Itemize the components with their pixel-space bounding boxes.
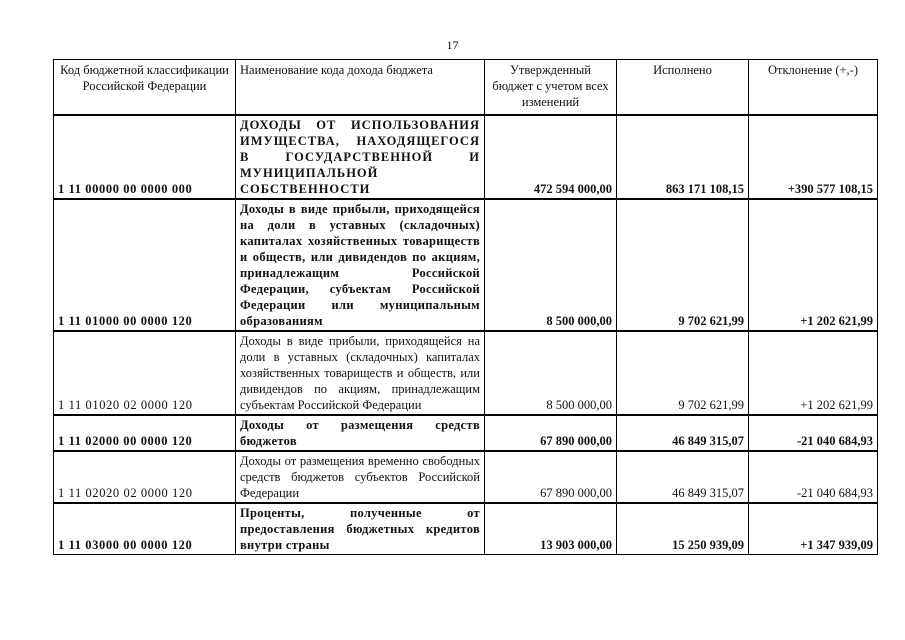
row-approved: 67 890 000,00 [485, 415, 617, 451]
header-code: Код бюджетной классификации Российской Федерации [54, 60, 236, 116]
row-name: Доходы в виде прибыли, приходящейся на доли в уставных (складочных) капиталах хозяйственных товариществ и обществ, или дивидендов по акциям, принадлежащим субъектам Российской Федерации [236, 331, 485, 415]
row-approved: 8 500 000,00 [485, 199, 617, 331]
row-deviation: +1 347 939,09 [749, 503, 878, 555]
row-executed: 9 702 621,99 [617, 199, 749, 331]
table-row [54, 199, 878, 331]
budget-revenue-table [53, 59, 878, 555]
row-executed: 9 702 621,99 [617, 331, 749, 415]
row-deviation: -21 040 684,93 [749, 415, 878, 451]
row-code: 1 11 03000 00 0000 120 [54, 503, 236, 555]
table-row [54, 415, 878, 451]
row-deviation: +1 202 621,99 [749, 199, 878, 331]
row-approved: 67 890 000,00 [485, 451, 617, 503]
row-deviation: +390 577 108,15 [749, 115, 878, 199]
row-code: 1 11 01000 00 0000 120 [54, 199, 236, 331]
row-executed: 46 849 315,07 [617, 415, 749, 451]
row-approved: 13 903 000,00 [485, 503, 617, 555]
row-name: Проценты, полученные от предоставления бюджетных кредитов внутри страны [236, 503, 485, 555]
row-code: 1 11 01020 02 0000 120 [54, 331, 236, 415]
row-deviation: +1 202 621,99 [749, 331, 878, 415]
table-row [54, 331, 878, 415]
header-executed: Исполнено [617, 60, 749, 116]
row-name: Доходы от размещения средств бюджетов [236, 415, 485, 451]
table-row [54, 503, 878, 555]
row-approved: 472 594 000,00 [485, 115, 617, 199]
row-deviation: -21 040 684,93 [749, 451, 878, 503]
header-deviation: Отклонение (+,-) [749, 60, 878, 116]
row-name: ДОХОДЫ ОТ ИСПОЛЬЗОВАНИЯ ИМУЩЕСТВА, НАХОДЯЩЕГОСЯ В ГОСУДАРСТВЕННОЙ И МУНИЦИПАЛЬНОЙ СОБСТВЕННОСТИ [236, 115, 485, 199]
row-executed: 15 250 939,09 [617, 503, 749, 555]
row-code: 1 11 02000 00 0000 120 [54, 415, 236, 451]
table-row [54, 115, 878, 199]
header-approved: Утвержденный бюджет с учетом всех изменений [485, 60, 617, 116]
row-executed: 863 171 108,15 [617, 115, 749, 199]
row-code: 1 11 02020 02 0000 120 [54, 451, 236, 503]
row-executed: 46 849 315,07 [617, 451, 749, 503]
row-name: Доходы от размещения временно свободных средств бюджетов субъектов Российской Федерации [236, 451, 485, 503]
table-header-row [54, 60, 878, 116]
header-name: Наименование кода дохода бюджета [236, 60, 485, 116]
row-code: 1 11 00000 00 0000 000 [54, 115, 236, 199]
row-approved: 8 500 000,00 [485, 331, 617, 415]
table-row [54, 451, 878, 503]
row-name: Доходы в виде прибыли, приходящейся на доли в уставных (складочных) капиталах хозяйственных товариществ и обществ, или дивидендов по акциям, принадлежащим Российской Федерации, субъектам Российской Федерации или муниципальным образованиям [236, 199, 485, 331]
page-number: 17 [446, 38, 459, 52]
